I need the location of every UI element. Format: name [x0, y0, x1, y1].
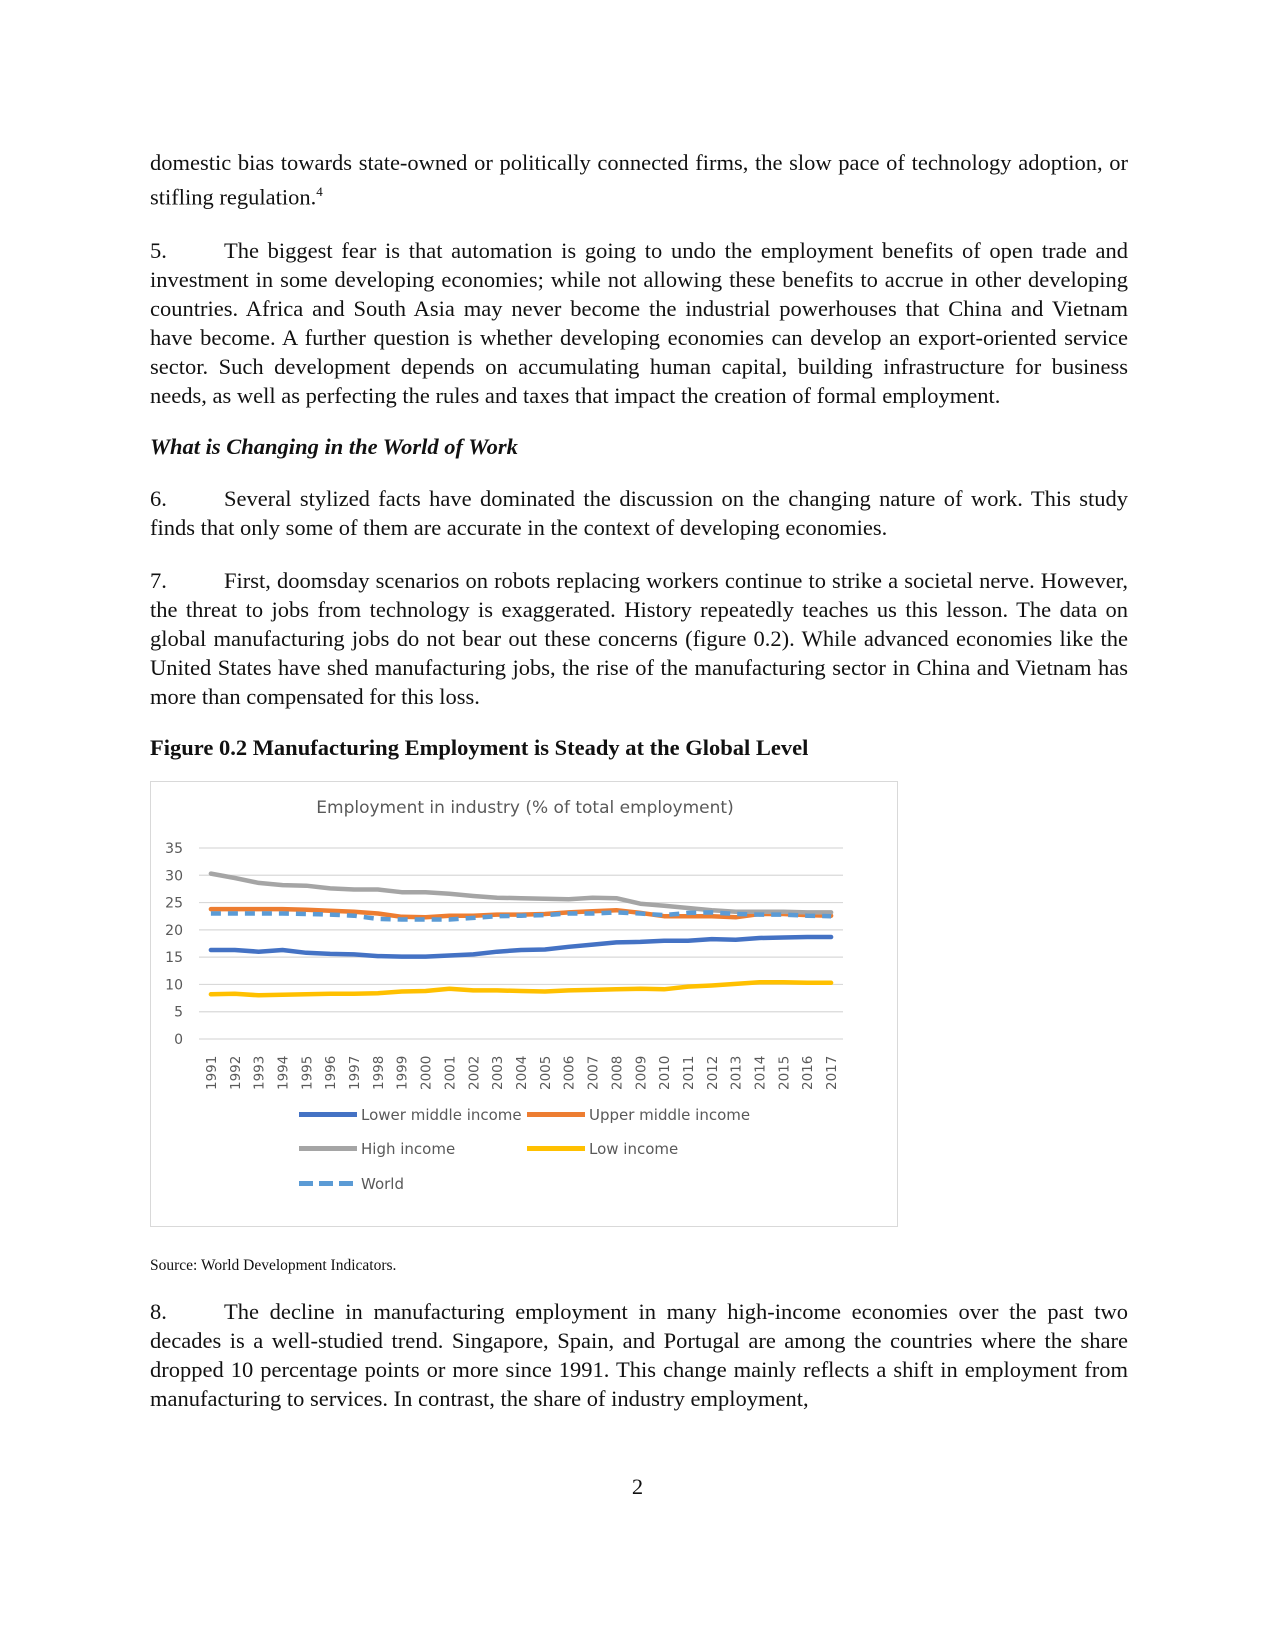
svg-text:2009: 2009	[633, 1055, 650, 1090]
paragraph-text: The decline in manufacturing employment in many high-income economies over the past two decades is a well-studied trend. Singapore, Spain, and Portugal are among the countries where the share dropped 10 percentage points or more since 1991. This change mainly reflects a shift in employment from manufacturing to services. In contrast, the share of industry employment,	[150, 1298, 1128, 1411]
svg-text:1991: 1991	[203, 1055, 220, 1090]
legend-label: World	[361, 1174, 404, 1193]
svg-text:20: 20	[165, 922, 183, 939]
svg-text:2002: 2002	[466, 1055, 483, 1090]
series-line	[211, 937, 831, 957]
svg-text:2005: 2005	[537, 1055, 554, 1090]
page-number: 2	[631, 1474, 644, 1499]
svg-text:2004: 2004	[514, 1055, 530, 1090]
series-line	[211, 873, 831, 912]
svg-text:25: 25	[165, 895, 183, 912]
svg-text:1995: 1995	[299, 1055, 316, 1090]
svg-text:5: 5	[174, 1004, 183, 1021]
paragraph-6	[150, 484, 1128, 542]
svg-text:2012: 2012	[704, 1055, 721, 1090]
svg-text:0: 0	[174, 1031, 183, 1048]
svg-text:30: 30	[165, 867, 183, 884]
svg-text:2008: 2008	[609, 1055, 626, 1090]
paragraph-8	[150, 1297, 1128, 1413]
legend-high-income	[299, 1140, 455, 1158]
legend-swatch	[299, 1146, 357, 1151]
legend-swatch	[527, 1146, 585, 1151]
svg-text:1996: 1996	[323, 1055, 340, 1090]
svg-text:35: 35	[165, 840, 183, 857]
svg-text:2015: 2015	[776, 1055, 793, 1090]
legend-world	[299, 1175, 404, 1193]
legend-label: High income	[361, 1139, 456, 1158]
svg-text:2003: 2003	[490, 1055, 507, 1090]
legend-swatch	[299, 1112, 357, 1117]
paragraph-text: domestic bias towards state-owned or politically connected firms, the slow pace of technology adoption, or stifling regulation.	[150, 150, 1128, 210]
figure-source: Source: World Development Indicators.	[150, 1256, 397, 1274]
svg-text:15: 15	[165, 949, 183, 966]
legend-upper-middle-income	[527, 1106, 750, 1124]
legend-label: Upper middle income	[589, 1105, 751, 1124]
line-chart	[150, 781, 898, 1227]
legend-low-income	[527, 1140, 678, 1158]
legend-lower-middle-income	[299, 1106, 522, 1124]
paragraph-number: 5.	[150, 237, 167, 263]
paragraph-4-tail	[150, 148, 1128, 212]
footnote-ref[interactable]: 4	[316, 184, 323, 199]
paragraph-number: 6.	[150, 485, 167, 511]
svg-text:2010: 2010	[657, 1055, 674, 1090]
legend-swatch	[527, 1112, 585, 1117]
chart-title: Employment in industry (% of total employment)	[316, 797, 734, 818]
svg-text:1992: 1992	[227, 1055, 244, 1090]
svg-text:2001: 2001	[442, 1055, 459, 1090]
svg-text:2013: 2013	[728, 1055, 745, 1090]
svg-text:1993: 1993	[251, 1055, 268, 1090]
paragraph-text: The biggest fear is that automation is going to undo the employment benefits of open trade and investment in some developing economies; while not allowing these benefits to accrue in other developing countries. Africa and South Asia may never become the industrial powerhouses that China and Vietnam have become. A further question is whether developing economies can develop an export-oriented service sector. Such development depends on accumulating human capital, building infrastructure for business needs, as well as perfecting the rules and taxes that impact the creation of formal employment.	[150, 237, 1128, 408]
paragraph-text: First, doomsday scenarios on robots replacing workers continue to strike a societal nerve. However, the threat to jobs from technology is exaggerated. History repeatedly teaches us this lesson. The data on global manufacturing jobs do not bear out these concerns (figure 0.2). While advanced economies like the United States have shed manufacturing jobs, the rise of the manufacturing sector in China and Vietnam has more than compensated for this loss.	[150, 567, 1128, 709]
legend-label: Low income	[589, 1139, 679, 1158]
svg-text:2011: 2011	[680, 1055, 697, 1090]
paragraph-text: Several stylized facts have dominated the discussion on the changing nature of work. This study finds that only some of them are accurate in the context of developing economies.	[150, 485, 1128, 540]
svg-text:1999: 1999	[394, 1055, 411, 1090]
svg-text:2000: 2000	[418, 1055, 435, 1090]
svg-text:2006: 2006	[561, 1055, 578, 1090]
paragraph-number: 7.	[150, 567, 167, 593]
section-heading: What is Changing in the World of Work	[150, 433, 518, 459]
svg-text:2017: 2017	[824, 1055, 841, 1090]
svg-text:1998: 1998	[370, 1055, 387, 1090]
figure-title: Figure 0.2 Manufacturing Employment is Steady at the Global Level	[150, 734, 809, 760]
svg-text:2014: 2014	[752, 1055, 769, 1090]
document-page	[150, 148, 1128, 1437]
paragraph-7	[150, 566, 1128, 711]
paragraph-5	[150, 236, 1128, 410]
svg-text:10: 10	[165, 976, 183, 993]
svg-text:1994: 1994	[275, 1055, 292, 1090]
paragraph-number: 8.	[150, 1298, 167, 1324]
chart-plot	[151, 782, 899, 1228]
svg-text:1997: 1997	[347, 1055, 364, 1090]
svg-text:2007: 2007	[585, 1055, 602, 1090]
legend-label: Lower middle income	[361, 1105, 522, 1124]
legend-swatch	[299, 1181, 357, 1186]
svg-text:2016: 2016	[800, 1055, 817, 1090]
